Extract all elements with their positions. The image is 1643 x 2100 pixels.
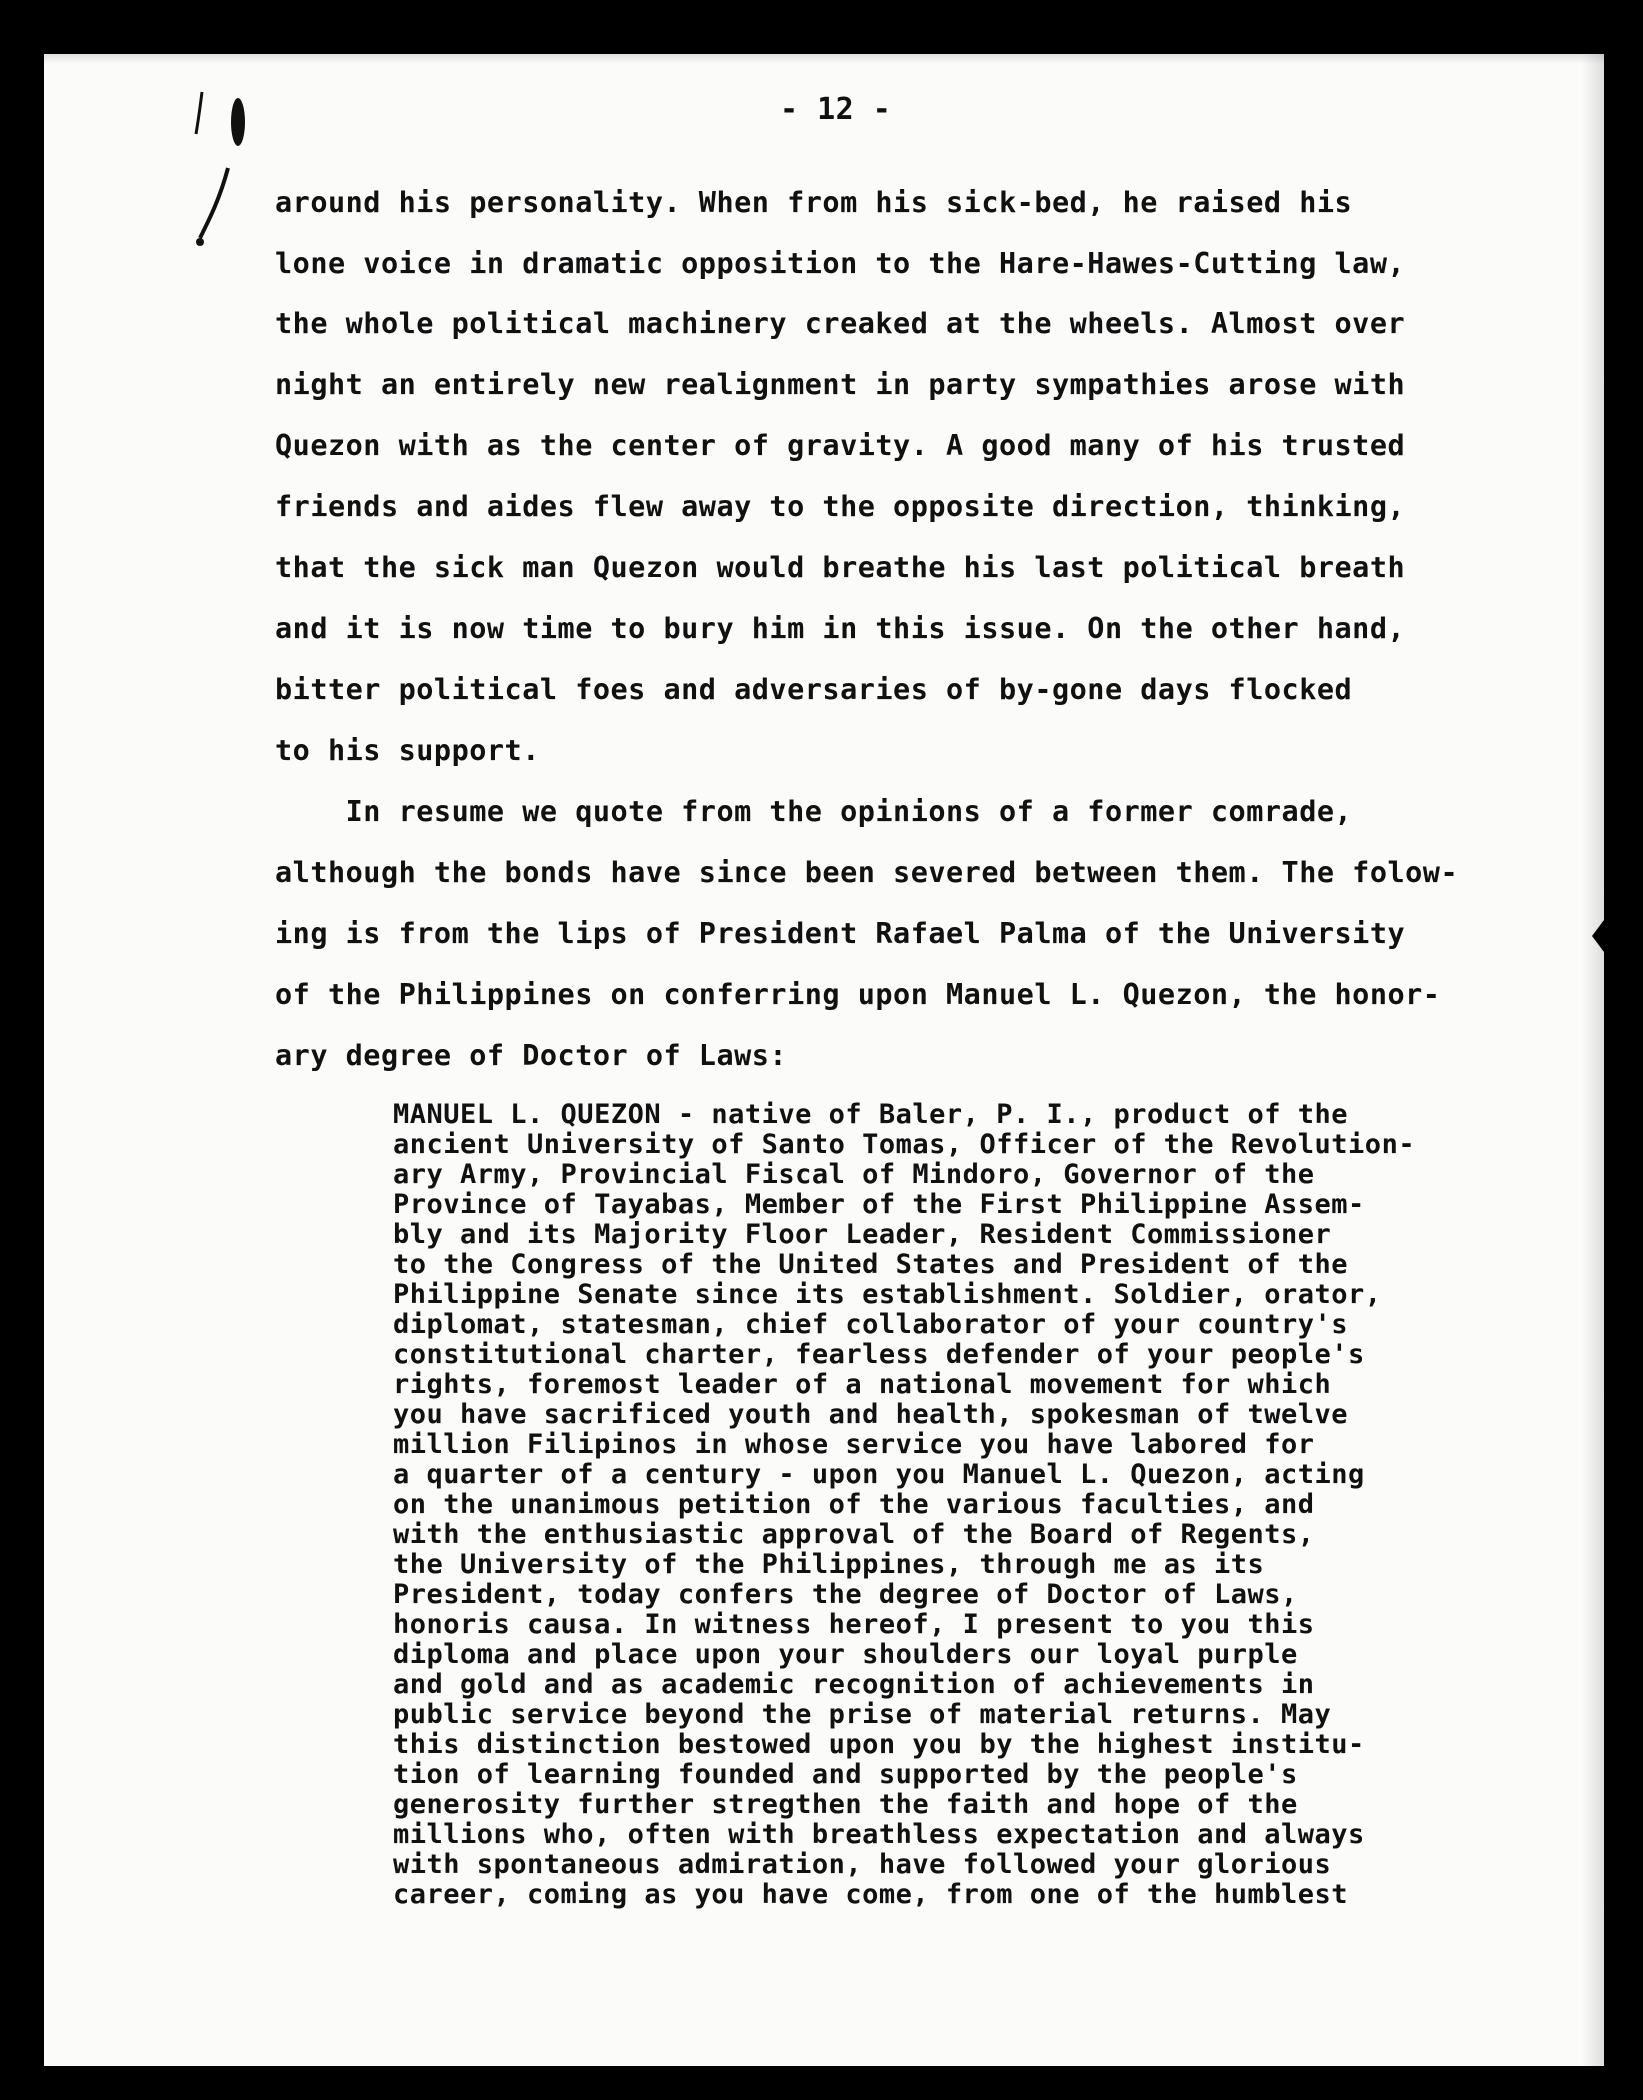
- quote-line: honoris causa. In witness hereof, I present to you this: [393, 1609, 1315, 1640]
- quote-line: and gold and as academic recognition of achievements in: [393, 1669, 1315, 1700]
- body-line: lone voice in dramatic opposition to the Hare-Hawes-Cutting law,: [275, 247, 1406, 280]
- quote-line: tion of learning founded and supported by the people's: [393, 1759, 1298, 1790]
- quote-line: rights, foremost leader of a national movement for which: [393, 1369, 1332, 1400]
- ink-mark-icon: [180, 88, 260, 248]
- quote-line: MANUEL L. QUEZON - native of Baler, P. I., product of the: [393, 1099, 1349, 1130]
- body-line: the whole political machinery creaked at the wheels. Almost over: [275, 307, 1406, 340]
- quote-line: bly and its Majority Floor Leader, Resident Commissioner: [393, 1219, 1332, 1250]
- page-top-shadow: [44, 54, 1604, 64]
- quote-line: to the Congress of the United States and President of the: [393, 1249, 1349, 1280]
- body-line: friends and aides flew away to the opposite direction, thinking,: [275, 490, 1406, 523]
- body-line: Quezon with as the center of gravity. A good many of his trusted: [275, 429, 1406, 462]
- quote-line: ancient University of Santo Tomas, Officer of the Revolution-: [393, 1129, 1416, 1160]
- body-line: of the Philippines on conferring upon Manuel L. Quezon, the honor-: [275, 978, 1441, 1011]
- body-line: ing is from the lips of President Rafael Palma of the University: [275, 917, 1406, 950]
- quote-line: the University of the Philippines, through me as its: [393, 1549, 1265, 1580]
- quote-line: with the enthusiastic approval of the Board of Regents,: [393, 1519, 1315, 1550]
- page-tab-marker: [1592, 912, 1610, 960]
- quote-line: constitutional charter, fearless defender of your people's: [393, 1339, 1365, 1370]
- page-number: - 12 -: [780, 92, 892, 127]
- quote-line: public service beyond the prise of material returns. May: [393, 1699, 1332, 1730]
- quote-line: millions who, often with breathless expectation and always: [393, 1819, 1365, 1850]
- body-line: around his personality. When from his sick-bed, he raised his: [275, 186, 1353, 219]
- quote-line: you have sacrificed youth and health, spokesman of twelve: [393, 1399, 1349, 1430]
- quote-line: Philippine Senate since its establishment. Soldier, orator,: [393, 1279, 1382, 1310]
- body-line: and it is now time to bury him in this issue. On the other hand,: [275, 612, 1406, 645]
- body-line: although the bonds have since been severed between them. The folow-: [275, 856, 1459, 889]
- quote-line: diploma and place upon your shoulders our loyal purple: [393, 1639, 1298, 1670]
- quote-line: ary Army, Provincial Fiscal of Mindoro, Governor of the: [393, 1159, 1315, 1190]
- quote-line: a quarter of a century - upon you Manuel L. Quezon, acting: [393, 1459, 1365, 1490]
- quote-line: million Filipinos in whose service you have labored for: [393, 1429, 1315, 1460]
- body-line: In resume we quote from the opinions of a former comrade,: [275, 795, 1353, 828]
- body-line: to his support.: [275, 734, 540, 767]
- quote-line: this distinction bestowed upon you by the highest institu-: [393, 1729, 1365, 1760]
- quote-line: diplomat, statesman, chief collaborator of your country's: [393, 1309, 1349, 1340]
- quote-line: generosity further stregthen the faith and hope of the: [393, 1789, 1298, 1820]
- body-line: ary degree of Doctor of Laws:: [275, 1039, 788, 1072]
- quote-line: with spontaneous admiration, have followed your glorious: [393, 1849, 1332, 1880]
- page-edge-shadow: [1582, 54, 1604, 2066]
- body-line: bitter political foes and adversaries of by-gone days flocked: [275, 673, 1353, 706]
- quote-line: on the unanimous petition of the various faculties, and: [393, 1489, 1315, 1520]
- quote-line: President, today confers the degree of Doctor of Laws,: [393, 1579, 1298, 1610]
- body-line: that the sick man Quezon would breathe his last political breath: [275, 551, 1406, 584]
- quote-line: career, coming as you have come, from one of the humblest: [393, 1879, 1349, 1910]
- body-line: night an entirely new realignment in party sympathies arose with: [275, 368, 1406, 401]
- quote-line: Province of Tayabas, Member of the First Philippine Assem-: [393, 1189, 1365, 1220]
